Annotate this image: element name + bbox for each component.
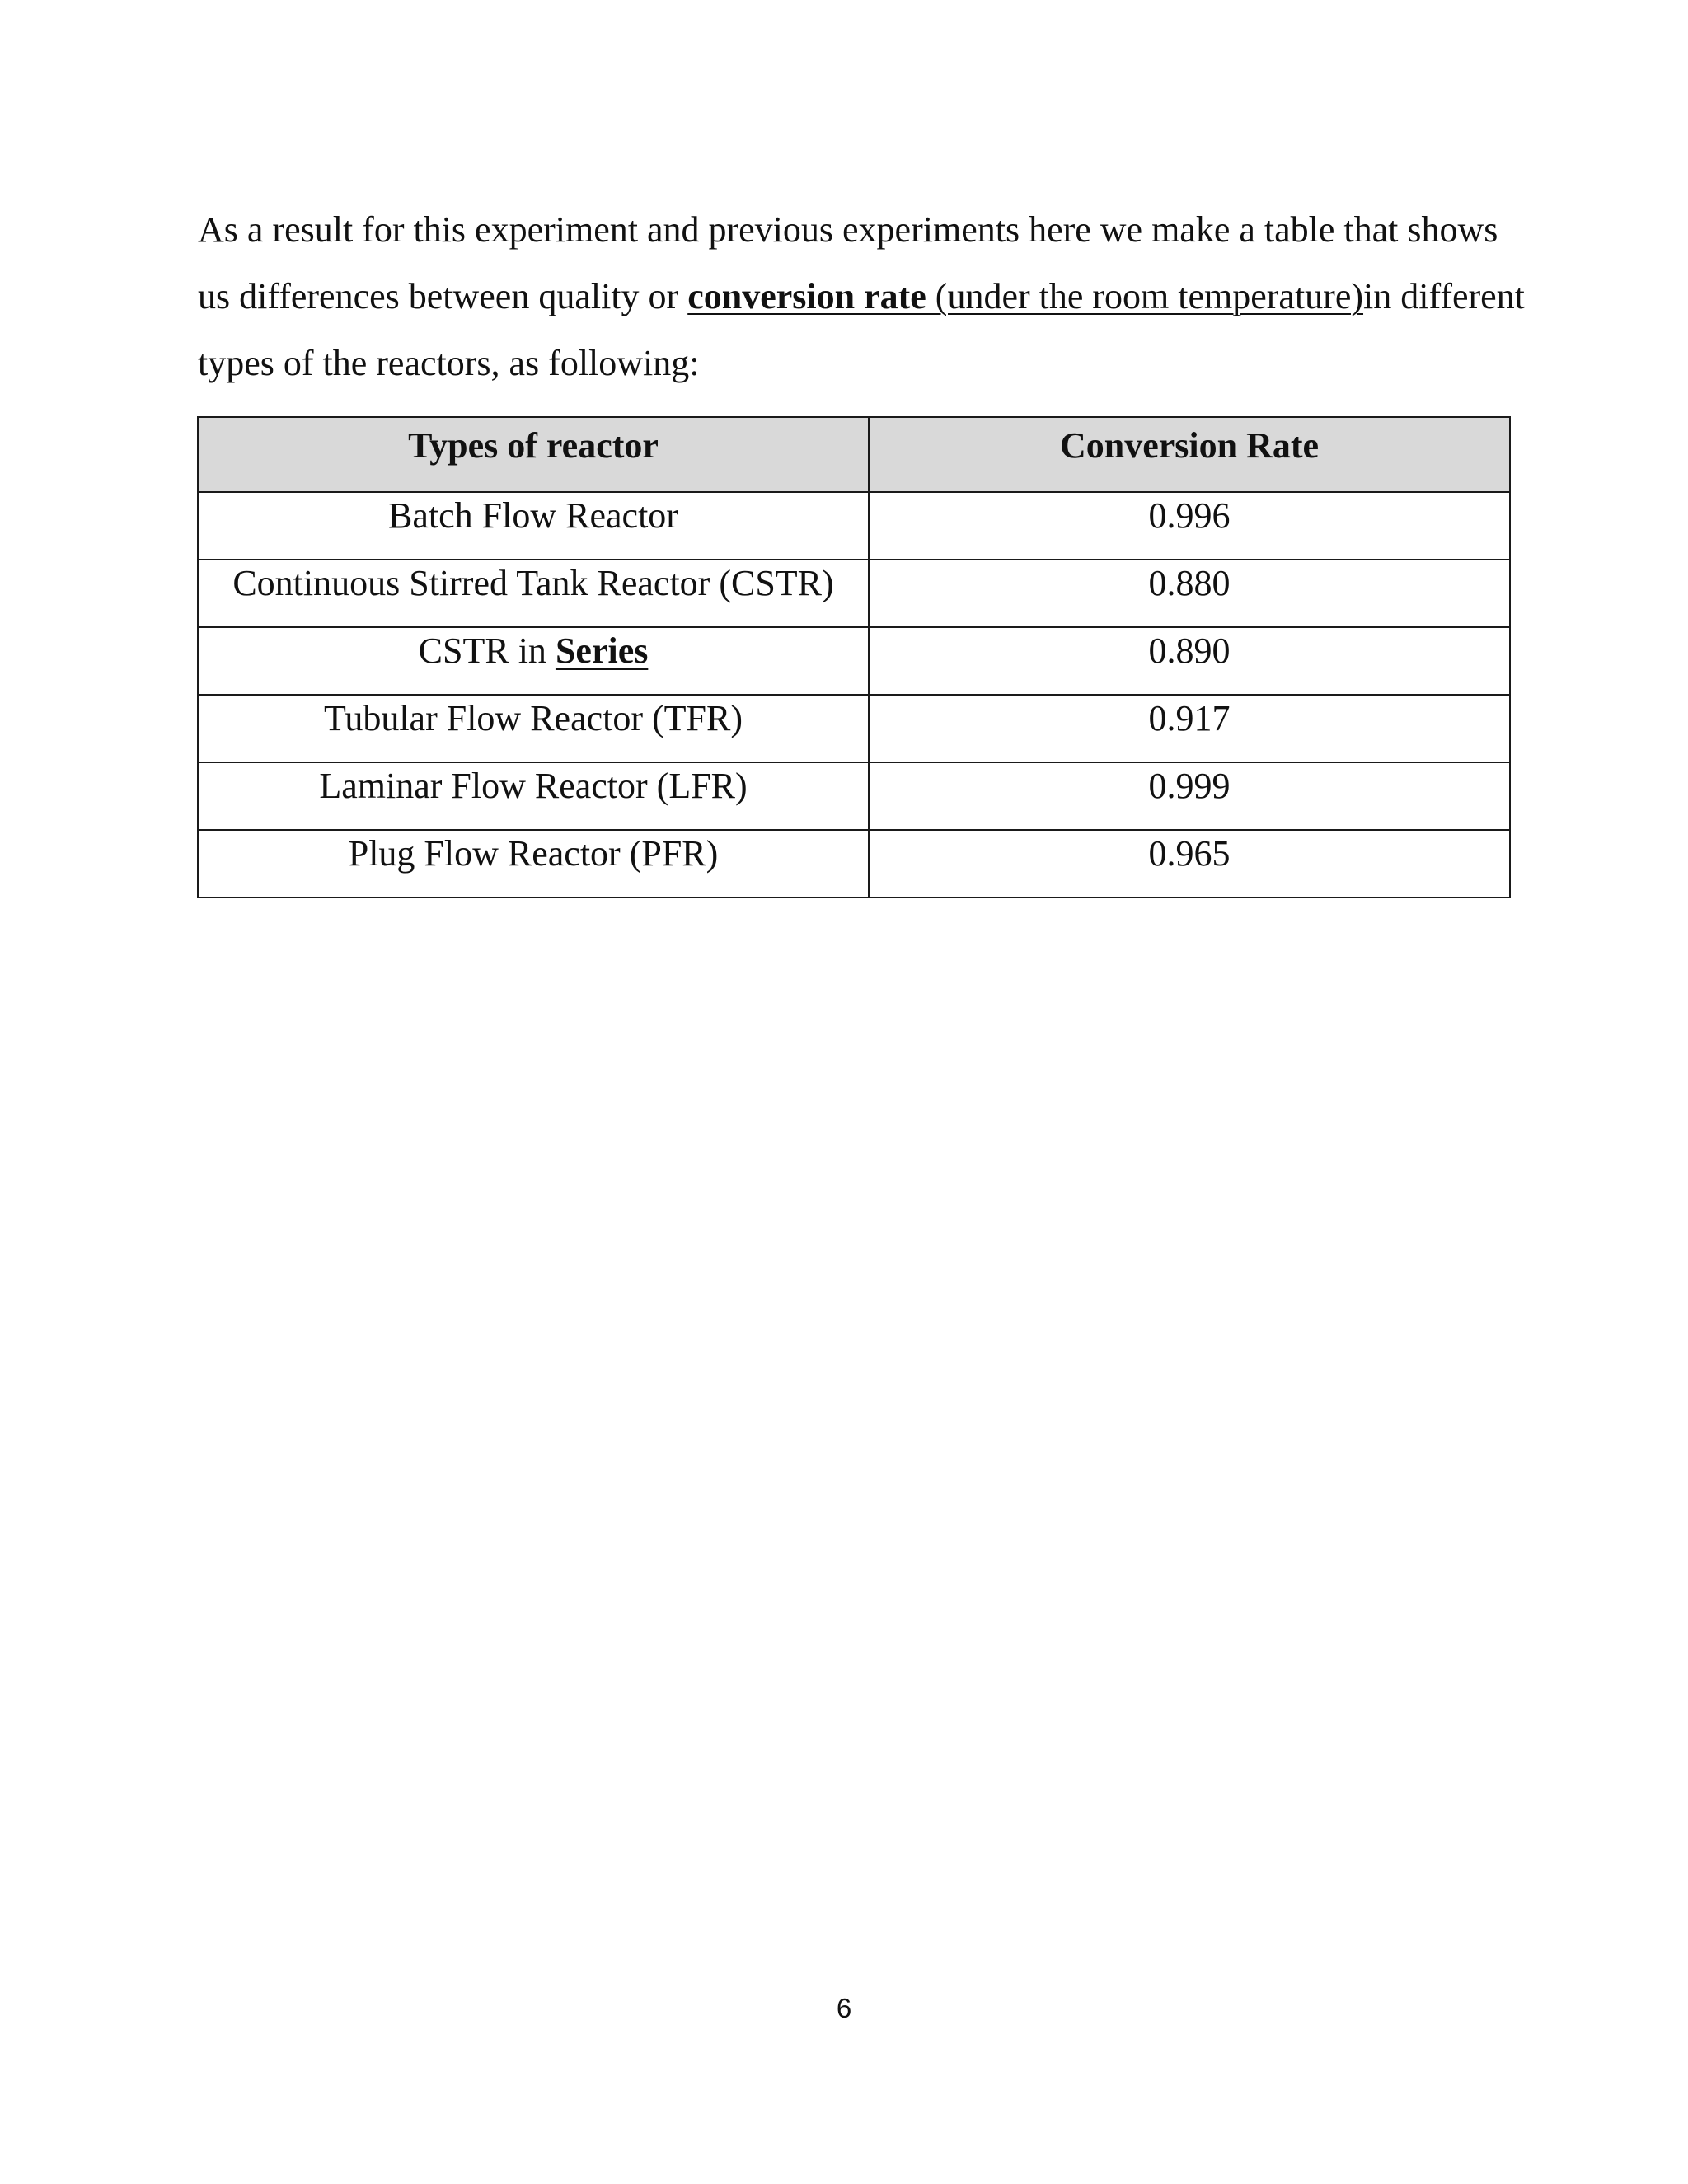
rate-value: 0.965 bbox=[1148, 833, 1231, 874]
intro-paragraph bbox=[198, 196, 1533, 396]
rate-value: 0.917 bbox=[1148, 698, 1231, 738]
reactor-cell bbox=[198, 830, 869, 898]
reactor-cell bbox=[198, 492, 869, 560]
series-emphasis: Series bbox=[555, 630, 649, 671]
table-row bbox=[198, 627, 1510, 695]
reactor-name: Tubular Flow Reactor (TFR) bbox=[323, 698, 743, 738]
room-temperature-note: (under the room temperature) bbox=[926, 276, 1364, 316]
rate-cell bbox=[869, 830, 1510, 898]
table-row bbox=[198, 560, 1510, 627]
conversion-rate-emphasis: conversion rate bbox=[687, 276, 926, 316]
rate-cell bbox=[869, 762, 1510, 830]
table-row bbox=[198, 830, 1510, 898]
rate-value: 0.996 bbox=[1148, 495, 1231, 536]
rate-value: 0.999 bbox=[1148, 766, 1231, 806]
intro-text-part1: As a result for this experiment and previous experiments here we make a table that shows us differences between quality or bbox=[198, 209, 1498, 316]
reactor-name bbox=[419, 628, 649, 672]
reactor-name: Continuous Stirred Tank Reactor (CSTR) bbox=[232, 563, 834, 603]
table-row bbox=[198, 492, 1510, 560]
header-reactor-type: Types of reactor bbox=[198, 417, 869, 492]
rate-cell bbox=[869, 695, 1510, 762]
rate-value: 0.880 bbox=[1148, 563, 1231, 603]
table-header-row bbox=[198, 417, 1510, 492]
reactor-name-prefix: CSTR in bbox=[418, 630, 556, 671]
rate-cell bbox=[869, 560, 1510, 627]
rate-cell bbox=[869, 492, 1510, 560]
reactor-cell bbox=[198, 695, 869, 762]
reactor-cell bbox=[198, 762, 869, 830]
reactor-cell bbox=[198, 560, 869, 627]
intro-text-part2: in different types of the reactors, as following: bbox=[198, 276, 1525, 383]
reactor-name: Batch Flow Reactor bbox=[388, 495, 678, 536]
page-number: 6 bbox=[836, 1993, 852, 2023]
conversion-rate-table bbox=[197, 416, 1511, 898]
rate-value: 0.890 bbox=[1148, 630, 1231, 671]
reactor-name: Plug Flow Reactor (PFR) bbox=[348, 833, 719, 874]
header-conversion-rate: Conversion Rate bbox=[869, 417, 1510, 492]
rate-cell bbox=[869, 627, 1510, 695]
reactor-name: Laminar Flow Reactor (LFR) bbox=[319, 766, 748, 806]
reactor-cell bbox=[198, 627, 869, 695]
table-row bbox=[198, 762, 1510, 830]
table-row bbox=[198, 695, 1510, 762]
